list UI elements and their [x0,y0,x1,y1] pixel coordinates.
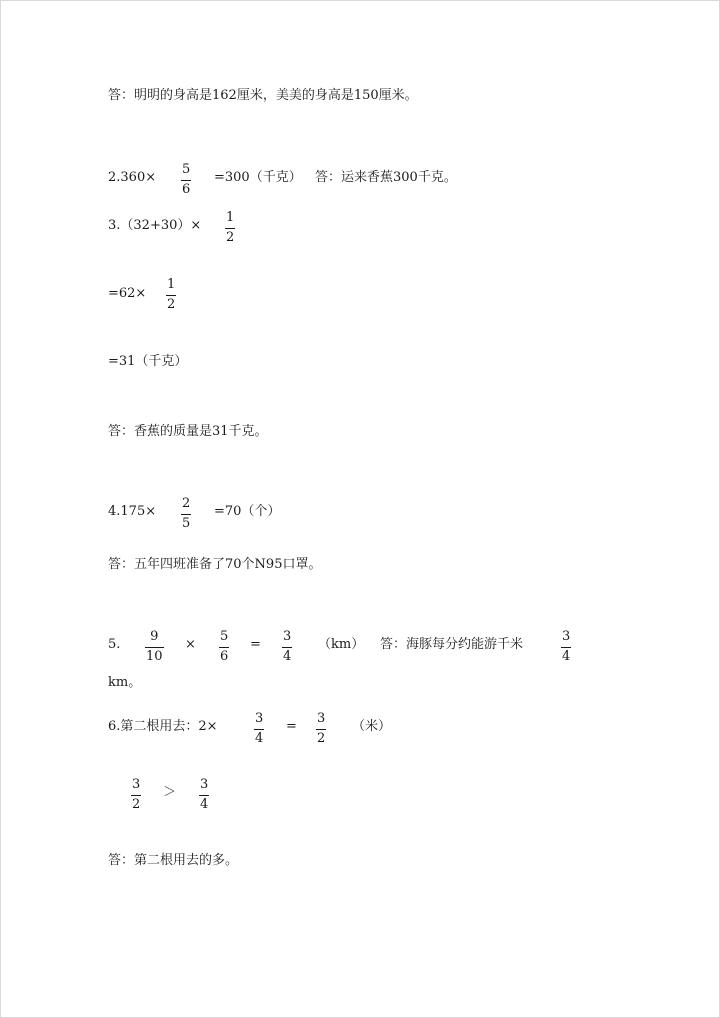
denominator: 10 [146,649,163,664]
numerator: 3 [255,711,264,726]
numerator: 5 [182,162,191,177]
problem-5-label: 5. [108,637,121,652]
fraction-3-2 [316,712,326,746]
numerator: 2 [182,496,191,511]
denominator: 2 [226,230,235,245]
fraction-3-4 [561,630,571,664]
denominator: 2 [167,297,176,312]
fraction-5-6 [181,163,191,197]
numerator: 5 [220,629,229,644]
fraction-bar [145,647,164,648]
problem-2-result: =300（千克） [214,170,302,185]
denominator: 2 [317,731,326,746]
fraction-9-10 [145,630,164,664]
denominator: 4 [562,649,571,664]
numerator: 3 [200,777,209,792]
problem-3-step-1: =62× [108,286,147,301]
problem-3-answer: 答：香蕉的质量是31千克。 [108,424,268,439]
greater-than-sign: ＞ [163,785,177,800]
problem-3-step-2: =31（千克） [108,354,188,369]
numerator: 3 [317,711,326,726]
problem-2-answer: 答：运来香蕉300千克。 [315,170,457,185]
fraction-bar [254,729,264,730]
fraction-3-2 [131,778,141,812]
problem-6-unit: （米） [352,719,392,734]
equals-sign: = [250,637,261,652]
equals-sign: = [286,719,297,734]
fraction-1-2 [166,278,176,312]
numerator: 3 [283,629,292,644]
problem-5-unit: （km） [318,637,365,652]
fraction-bar [181,180,191,181]
fraction-bar [282,647,292,648]
denominator: 6 [220,649,229,664]
fraction-3-4 [282,630,292,664]
problem-3-expression: 3.（32+30）× [108,218,202,233]
denominator: 2 [132,797,141,812]
problem-4-result: =70（个） [214,504,281,519]
problem-6-answer: 答：第二根用去的多。 [108,853,239,868]
problem-6-expression: 6.第二根用去：2× [108,719,218,734]
problem-4-expression: 4.175× [108,504,157,519]
fraction-bar [219,647,229,648]
fraction-1-2 [225,211,235,245]
denominator: 4 [255,731,264,746]
answer-line-1: 答：明明的身高是162厘米，美美的身高是150厘米。 [108,88,418,103]
times-sign: × [185,637,196,652]
fraction-3-4 [199,778,209,812]
fraction-bar [199,795,209,796]
numerator: 1 [167,277,176,292]
fraction-5-6 [219,630,229,664]
fraction-2-5 [181,497,191,531]
fraction-bar [131,795,141,796]
numerator: 9 [150,629,159,644]
fraction-bar [225,228,235,229]
problem-5-answer: 答：海豚每分约能游千米 [380,637,524,652]
numerator: 3 [562,629,571,644]
fraction-bar [166,295,176,296]
problem-5-answer-tail: km。 [108,675,142,690]
numerator: 1 [226,210,235,225]
fraction-bar [561,647,571,648]
denominator: 4 [200,797,209,812]
denominator: 5 [182,516,191,531]
denominator: 6 [182,182,191,197]
problem-2-expression: 2.360× [108,170,157,185]
numerator: 3 [132,777,141,792]
denominator: 4 [283,649,292,664]
fraction-bar [181,514,191,515]
fraction-bar [316,729,326,730]
problem-4-answer: 答：五年四班准备了70个N95口罩。 [108,557,322,572]
fraction-3-4 [254,712,264,746]
